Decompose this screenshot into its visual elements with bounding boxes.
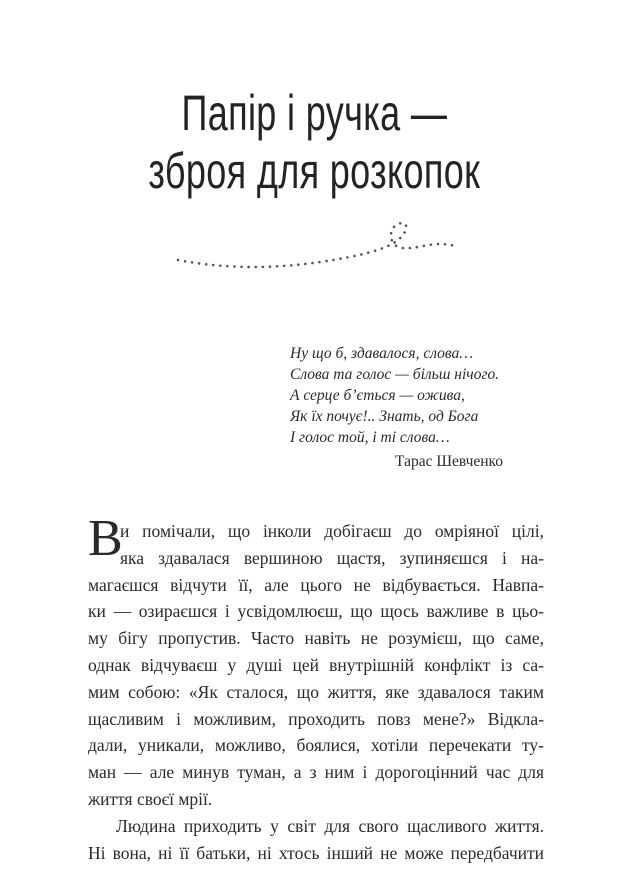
epigraph-line: І голос той, і ті слова…	[290, 429, 450, 446]
text-line: однак відчуваєш у душі цей внутрішній конфлікт із са-	[88, 654, 544, 675]
text-line: життя своєї мрії.	[88, 788, 213, 809]
chapter-title-line-2: зброя для розкопок	[148, 143, 481, 199]
text-line: щасливим і можливим, проходить повз мене?» Відкла-	[88, 708, 544, 729]
text-line: ки — озираєшся і усвідомлюєш, що щось важливе в цьо-	[88, 601, 544, 622]
epigraph-line: Слова та голос — більш нічого.	[290, 366, 500, 383]
dotted-swirl-ornament	[170, 218, 470, 278]
text-line: магаєшся відчути її, але цього не відбувається. Навпа-	[88, 574, 544, 595]
chapter-title	[88, 84, 541, 200]
drop-cap: В	[88, 510, 123, 567]
text-line: и помічали, що інколи добігаєш до омріяної цілі,	[120, 521, 544, 541]
text-line: му бігу пропустив. Часто навіть не розумієш, що саме,	[88, 628, 544, 649]
epigraph-line: Ну що б, здавалося, слова…	[290, 345, 474, 362]
epigraph-line: Як їх почуєǃ.. Знать, од Бога	[290, 408, 479, 425]
body-text	[88, 518, 544, 866]
paragraph-1	[88, 518, 544, 813]
epigraph-line: А серце б’ється — ожива,	[290, 387, 465, 404]
paragraph-2	[88, 813, 544, 867]
text-line: дали, уникали, можливо, боялися, хотіли перечекати ту-	[88, 735, 544, 756]
chapter-title-line-1: Папір і ручка —	[181, 85, 448, 141]
text-line: Ні вона, ні її батьки, ні хтось інший не може передбачити	[88, 842, 544, 863]
text-line: Людина приходить у світ для свого щасливого життя.	[116, 815, 544, 836]
text-line: яка здавалася вершиною щастя, зупиняєшся і на-	[120, 547, 544, 568]
text-line: ман — але минув туман, а з ним і дорогоцінний час для	[88, 762, 544, 783]
epigraph-author: Тарас Шевченко	[395, 453, 504, 470]
epigraph	[290, 343, 499, 448]
text-line: мим собою: «Як сталося, що життя, яке здавалося таким	[88, 681, 544, 702]
